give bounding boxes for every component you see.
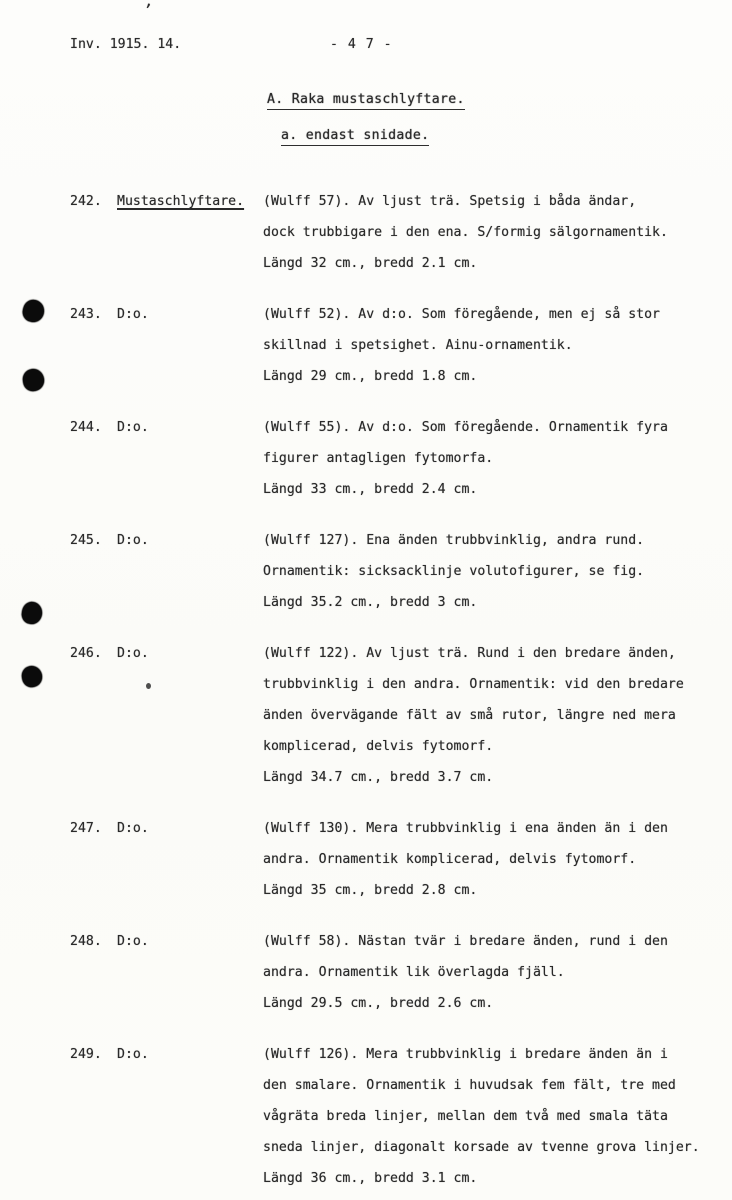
entry-description [263,1039,723,1194]
entry-line: (Wulff 122). Av ljust trä. Rund i den bredare änden, [263,646,676,661]
entry-number: 249. [70,1047,102,1062]
entry-number: 242. [70,194,102,209]
entry-name: D:o. [117,420,149,435]
entry-line: (Wulff 127). Ena änden trubbvinklig, andra rund. [263,533,645,548]
entry-line: den smalare. Ornamentik i huvudsak fem fält, tre med [263,1078,676,1093]
entry-line: änden övervägande fält av små rutor, längre ned mera [263,708,676,723]
catalog-entry [0,525,732,618]
entry-name: D:o. [117,646,149,661]
entry-line: Längd 29.5 cm., bredd 2.6 cm. [263,996,494,1011]
catalog-entry [0,299,732,392]
entry-name: D:o. [117,934,149,949]
entry-line: Längd 35 cm., bredd 2.8 cm. [263,883,478,898]
entry-line: vågräta breda linjer, mellan dem två med smala täta [263,1109,668,1124]
entry-name: Mustaschlyftare. [117,194,245,209]
entry-number: 244. [70,420,102,435]
entry-description [263,926,723,1019]
entry-line: trubbvinklig i den andra. Ornamentik: vid den bredare [263,677,684,692]
entry-line: dock trubbigare i den ena. S/formig sälgornamentik. [263,225,668,240]
catalog-entry [0,813,732,906]
entry-line: komplicerad, delvis fytomorf. [263,739,494,754]
entry-line: andra. Ornamentik lik överlagda fjäll. [263,965,565,980]
entry-line: skillnad i spetsighet. Ainu-ornamentik. [263,338,573,353]
entry-line: sneda linjer, diagonalt korsade av tvenne grova linjer. [263,1140,700,1155]
entry-line: Längd 36 cm., bredd 3.1 cm. [263,1171,478,1186]
entry-name: D:o. [117,307,149,322]
entry-number: 246. [70,646,102,661]
entry-list [0,186,732,1200]
stray-pen-mark: ’ [141,0,154,20]
entry-description [263,638,723,793]
page-number: - 4 7 - [330,37,393,52]
entry-line: Längd 35.2 cm., bredd 3 cm. [263,595,478,610]
entry-line: figurer antagligen fytomorfa. [263,451,494,466]
section-title: A. Raka mustaschlyftare. [267,92,465,110]
section-subtitle: a. endast snidade. [281,128,429,146]
entry-number: 247. [70,821,102,836]
entry-line: (Wulff 55). Av d:o. Som föregående. Ornamentik fyra [263,420,668,435]
entry-line: (Wulff 126). Mera trubbvinklig i bredare änden än i [263,1047,668,1062]
entry-line: Ornamentik: sicksacklinje volutofigurer, se fig. [263,564,645,579]
entry-line: (Wulff 58). Nästan tvär i bredare änden, rund i den [263,934,668,949]
entry-description [263,412,723,505]
catalog-entry [0,412,732,505]
catalog-entry [0,1039,732,1194]
entry-number: 245. [70,533,102,548]
entry-line: Längd 29 cm., bredd 1.8 cm. [263,369,478,384]
catalog-entry [0,926,732,1019]
inventory-number: Inv. 1915. 14. [70,37,182,52]
entry-description [263,299,723,392]
entry-line: Längd 32 cm., bredd 2.1 cm. [263,256,478,271]
entry-line: Längd 34.7 cm., bredd 3.7 cm. [263,770,494,785]
catalog-entry [0,186,732,279]
entry-description [263,525,723,618]
entry-number: 248. [70,934,102,949]
entry-description [263,186,723,279]
catalog-entry [0,638,732,793]
entry-line: (Wulff 57). Av ljust trä. Spetsig i båda ändar, [263,194,637,209]
entry-name: D:o. [117,533,149,548]
entry-line: Längd 33 cm., bredd 2.4 cm. [263,482,478,497]
entry-number: 243. [70,307,102,322]
entry-name: D:o. [117,821,149,836]
entry-line: andra. Ornamentik komplicerad, delvis fytomorf. [263,852,637,867]
entry-line: (Wulff 52). Av d:o. Som föregående, men ej så stor [263,307,660,322]
entry-description [263,813,723,906]
entry-name: D:o. [117,1047,149,1062]
entry-line: (Wulff 130). Mera trubbvinklig i ena änden än i den [263,821,668,836]
